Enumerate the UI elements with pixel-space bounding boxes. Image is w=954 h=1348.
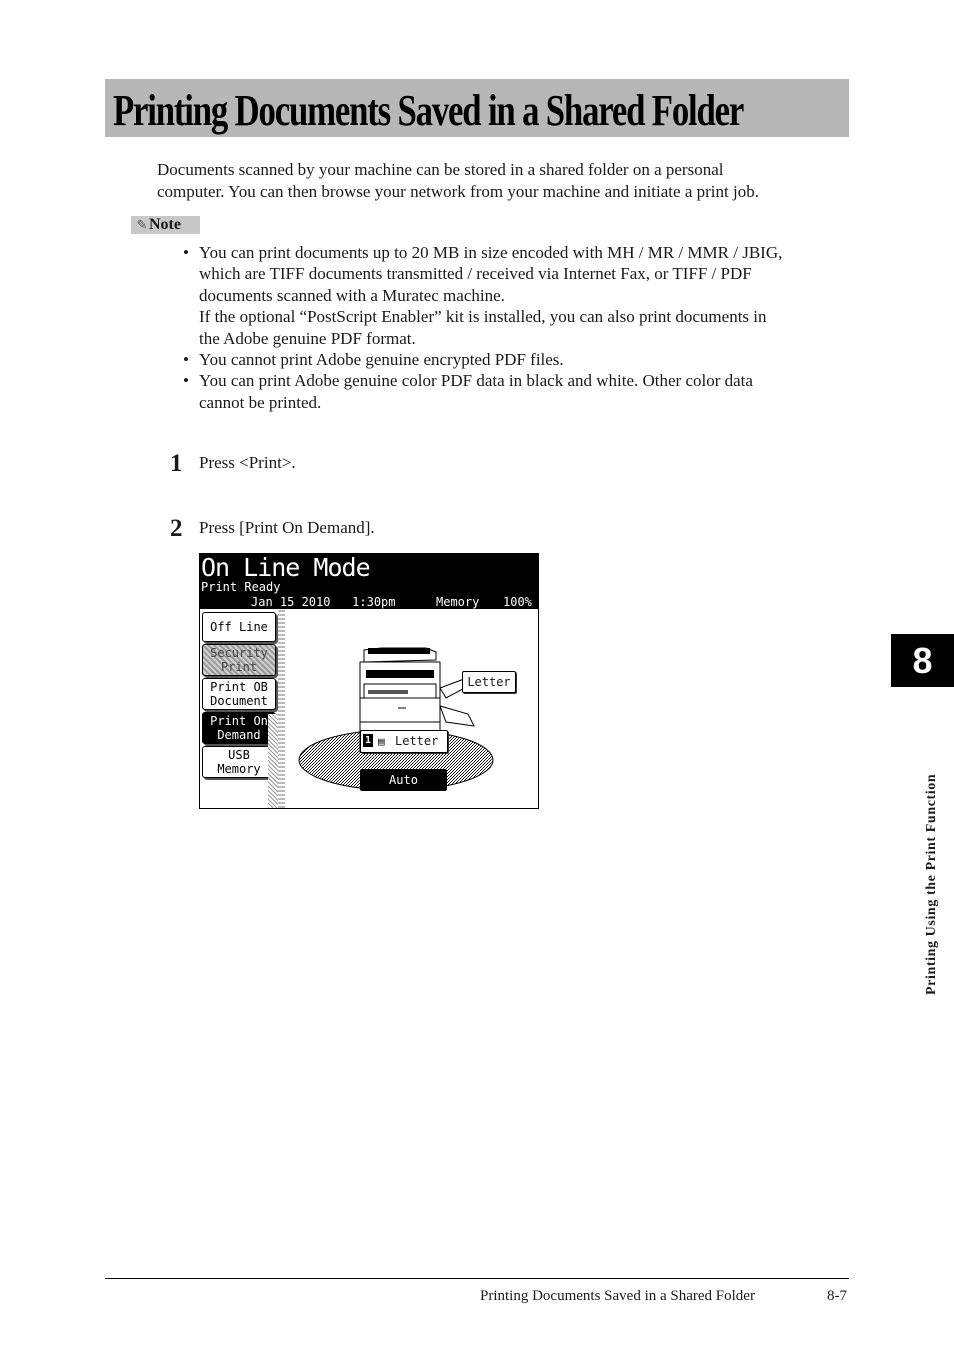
step-text: Press [Print On Demand]. [199, 518, 375, 537]
note-item [183, 242, 853, 349]
note-label: Note [149, 216, 181, 233]
button-label: Off Line [210, 620, 268, 634]
panel-divider [278, 609, 285, 808]
footer-title: Printing Documents Saved in a Shared Folder [480, 1288, 755, 1304]
button-label: Document [210, 694, 268, 708]
lcd-header [200, 554, 538, 609]
lcd-date: Jan 15 2010 1:30pm [251, 595, 396, 609]
note-line: cannot be printed. [199, 392, 322, 412]
note-line: You can print Adobe genuine color PDF data in black and white. Other color data [199, 371, 753, 391]
intro-line: computer. You can then browse your network from your machine and initiate a print job. [157, 182, 759, 201]
usb-memory-button[interactable] [202, 746, 276, 778]
button-label: Demand [217, 728, 261, 742]
note-label-box [131, 216, 200, 234]
paper-size-button[interactable]: Letter [462, 671, 516, 693]
footer-divider [105, 1278, 849, 1279]
tray-1-button[interactable] [360, 730, 448, 753]
note-line: which are TIFF documents transmitted / received via Internet Fax, or TIFF / PDF [199, 264, 752, 284]
page-title-bar [105, 79, 849, 137]
page-number: 8-7 [827, 1288, 847, 1304]
note-item [183, 370, 853, 413]
note-line: You cannot print Adobe genuine encrypted PDF files. [199, 350, 564, 370]
button-label: USB [228, 748, 250, 762]
note-line: documents scanned with a Muratec machine. [199, 285, 505, 305]
bullet-icon: • [183, 243, 189, 262]
button-label: Print OB [210, 680, 268, 694]
button-label: Print On [210, 714, 268, 728]
button-label: Memory [217, 762, 261, 776]
paper-tray-icon: ▤ [378, 735, 385, 748]
note-line: If the optional “PostScript Enabler” kit is installed, you can also print documents in [199, 307, 767, 327]
intro-line: Documents scanned by your machine can be stored in a shared folder on a personal [157, 160, 724, 179]
chapter-tab: 8 [891, 634, 954, 687]
button-label: Security [210, 646, 268, 660]
lcd-panel [199, 553, 539, 809]
lcd-memory-label: Memory [436, 595, 480, 609]
lcd-memory-value: 100% [503, 595, 532, 609]
auto-button[interactable]: Auto [360, 769, 447, 791]
note-item [183, 349, 853, 370]
bullet-icon: • [183, 350, 189, 370]
note-line: the Adobe genuine PDF format. [199, 328, 416, 348]
lcd-status: Print Ready [201, 580, 281, 594]
print-on-demand-button[interactable] [202, 712, 276, 744]
tray-paper-label: Letter [395, 734, 439, 748]
step-number: 1 [170, 450, 183, 477]
pencil-icon: ✎ [136, 217, 148, 232]
off-line-button[interactable] [202, 612, 276, 642]
chapter-side-label: Printing Using the Print Function [924, 773, 939, 995]
security-print-button[interactable] [202, 644, 276, 676]
bullet-icon: • [183, 371, 189, 391]
intro-paragraph [157, 159, 857, 203]
tray-number: 1 [364, 735, 372, 746]
print-ob-document-button[interactable] [202, 678, 276, 710]
note-list [183, 242, 853, 413]
page-title: Printing Documents Saved in a Shared Folder [113, 86, 744, 135]
step-text: Press <Print>. [199, 453, 296, 472]
step-number: 2 [170, 515, 183, 542]
lcd-mode-title: On Line Mode [201, 553, 370, 582]
button-label: Print [220, 660, 258, 674]
note-line: You can print documents up to 20 MB in size encoded with MH / MR / MMR / JBIG, [199, 243, 783, 262]
